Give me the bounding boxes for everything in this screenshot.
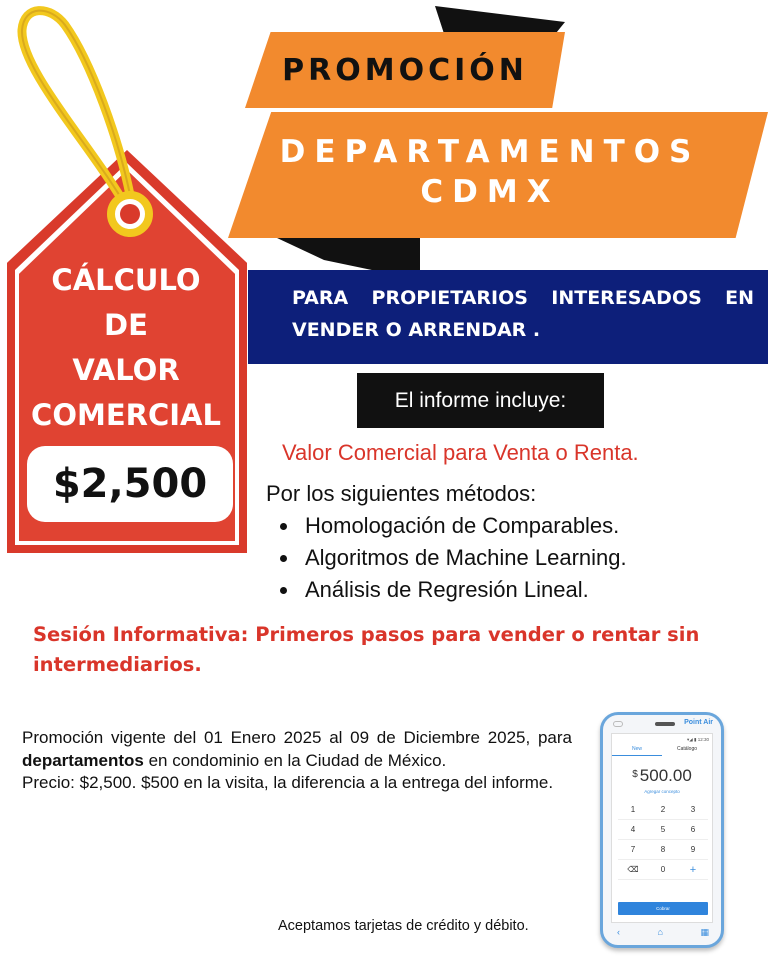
grid-icon: ▦ [700, 927, 709, 937]
key-9: 9 [678, 840, 708, 860]
methods-intro: Por los siguientes métodos: [266, 481, 537, 506]
highlight-text: departamentos [22, 750, 144, 770]
terminal-keypad [618, 800, 708, 880]
card-terminal [600, 712, 724, 948]
price-value: $2,500 [27, 446, 233, 522]
tag-caption [20, 258, 232, 438]
plus-icon: + [678, 860, 708, 880]
list-item: Algoritmos de Machine Learning. [280, 542, 627, 574]
device-brand: Point Air [684, 719, 713, 726]
tag-line-2: DE [104, 308, 148, 342]
camera-icon [613, 721, 623, 727]
key-7: 7 [618, 840, 648, 860]
back-icon: ‹ [617, 927, 620, 937]
key-8: 8 [648, 840, 678, 860]
subject-title [250, 132, 730, 212]
terminal-screen [611, 733, 713, 923]
key-2: 2 [648, 800, 678, 820]
key-6: 6 [678, 820, 708, 840]
terminal-nav [617, 927, 709, 938]
audience-text: PARA PROPIETARIOS INTERESADOS EN VENDER O ARRENDAR . [292, 287, 754, 341]
backspace-icon: ⌫ [618, 860, 648, 880]
subject-line-2: CDMX [420, 174, 560, 210]
terminal-tabs [612, 746, 712, 756]
key-0: 0 [648, 860, 678, 880]
session-heading: Sesión Informativa: Primeros pasos para vender o rentar sin intermediarios. [33, 623, 700, 676]
includes-label: El informe incluye: [357, 373, 604, 428]
price-terms-text: Precio: $2,500. $500 en la visita, la diferencia a la entrega del informe. [22, 773, 554, 792]
value-line: Valor Comercial para Venta o Renta. [282, 440, 639, 465]
key-4: 4 [618, 820, 648, 840]
key-3: 3 [678, 800, 708, 820]
tag-line-1: CÁLCULO [51, 263, 201, 297]
tag-string-icon [0, 0, 200, 260]
tab-new: New [612, 746, 662, 756]
payment-note: Aceptamos tarjetas de crédito y débito. [278, 918, 529, 934]
subject-line-1: DEPARTAMENTOS [279, 134, 701, 170]
key-1: 1 [618, 800, 648, 820]
tag-line-3: VALOR [72, 353, 180, 387]
home-icon: ⌂ [657, 927, 663, 937]
add-concept-link: Agregar concepto [644, 789, 680, 794]
promo-title: PROMOCIÓN [282, 52, 528, 88]
bullet-icon [280, 587, 287, 594]
validity-text: Promoción vigente del 01 Enero 2025 al 09 de Diciembre 2025, para departamentos en condominio en la Ciudad de México. [22, 728, 572, 770]
promo-terms [22, 727, 572, 795]
bullet-icon [280, 555, 287, 562]
charge-button: Cobrar [618, 902, 708, 915]
speaker-grill [655, 722, 675, 726]
status-bar: ▾◢ ▮ 12:30 [687, 737, 709, 742]
key-5: 5 [648, 820, 678, 840]
list-item: Homologación de Comparables. [280, 510, 627, 542]
tag-line-4: COMERCIAL [31, 398, 221, 432]
tab-catalog: Catálogo [676, 746, 697, 752]
methods-list [280, 510, 627, 606]
terminal-amount: $ 500.00 [632, 766, 692, 785]
bullet-icon [280, 523, 287, 530]
list-item: Análisis de Regresión Lineal. [280, 574, 627, 606]
